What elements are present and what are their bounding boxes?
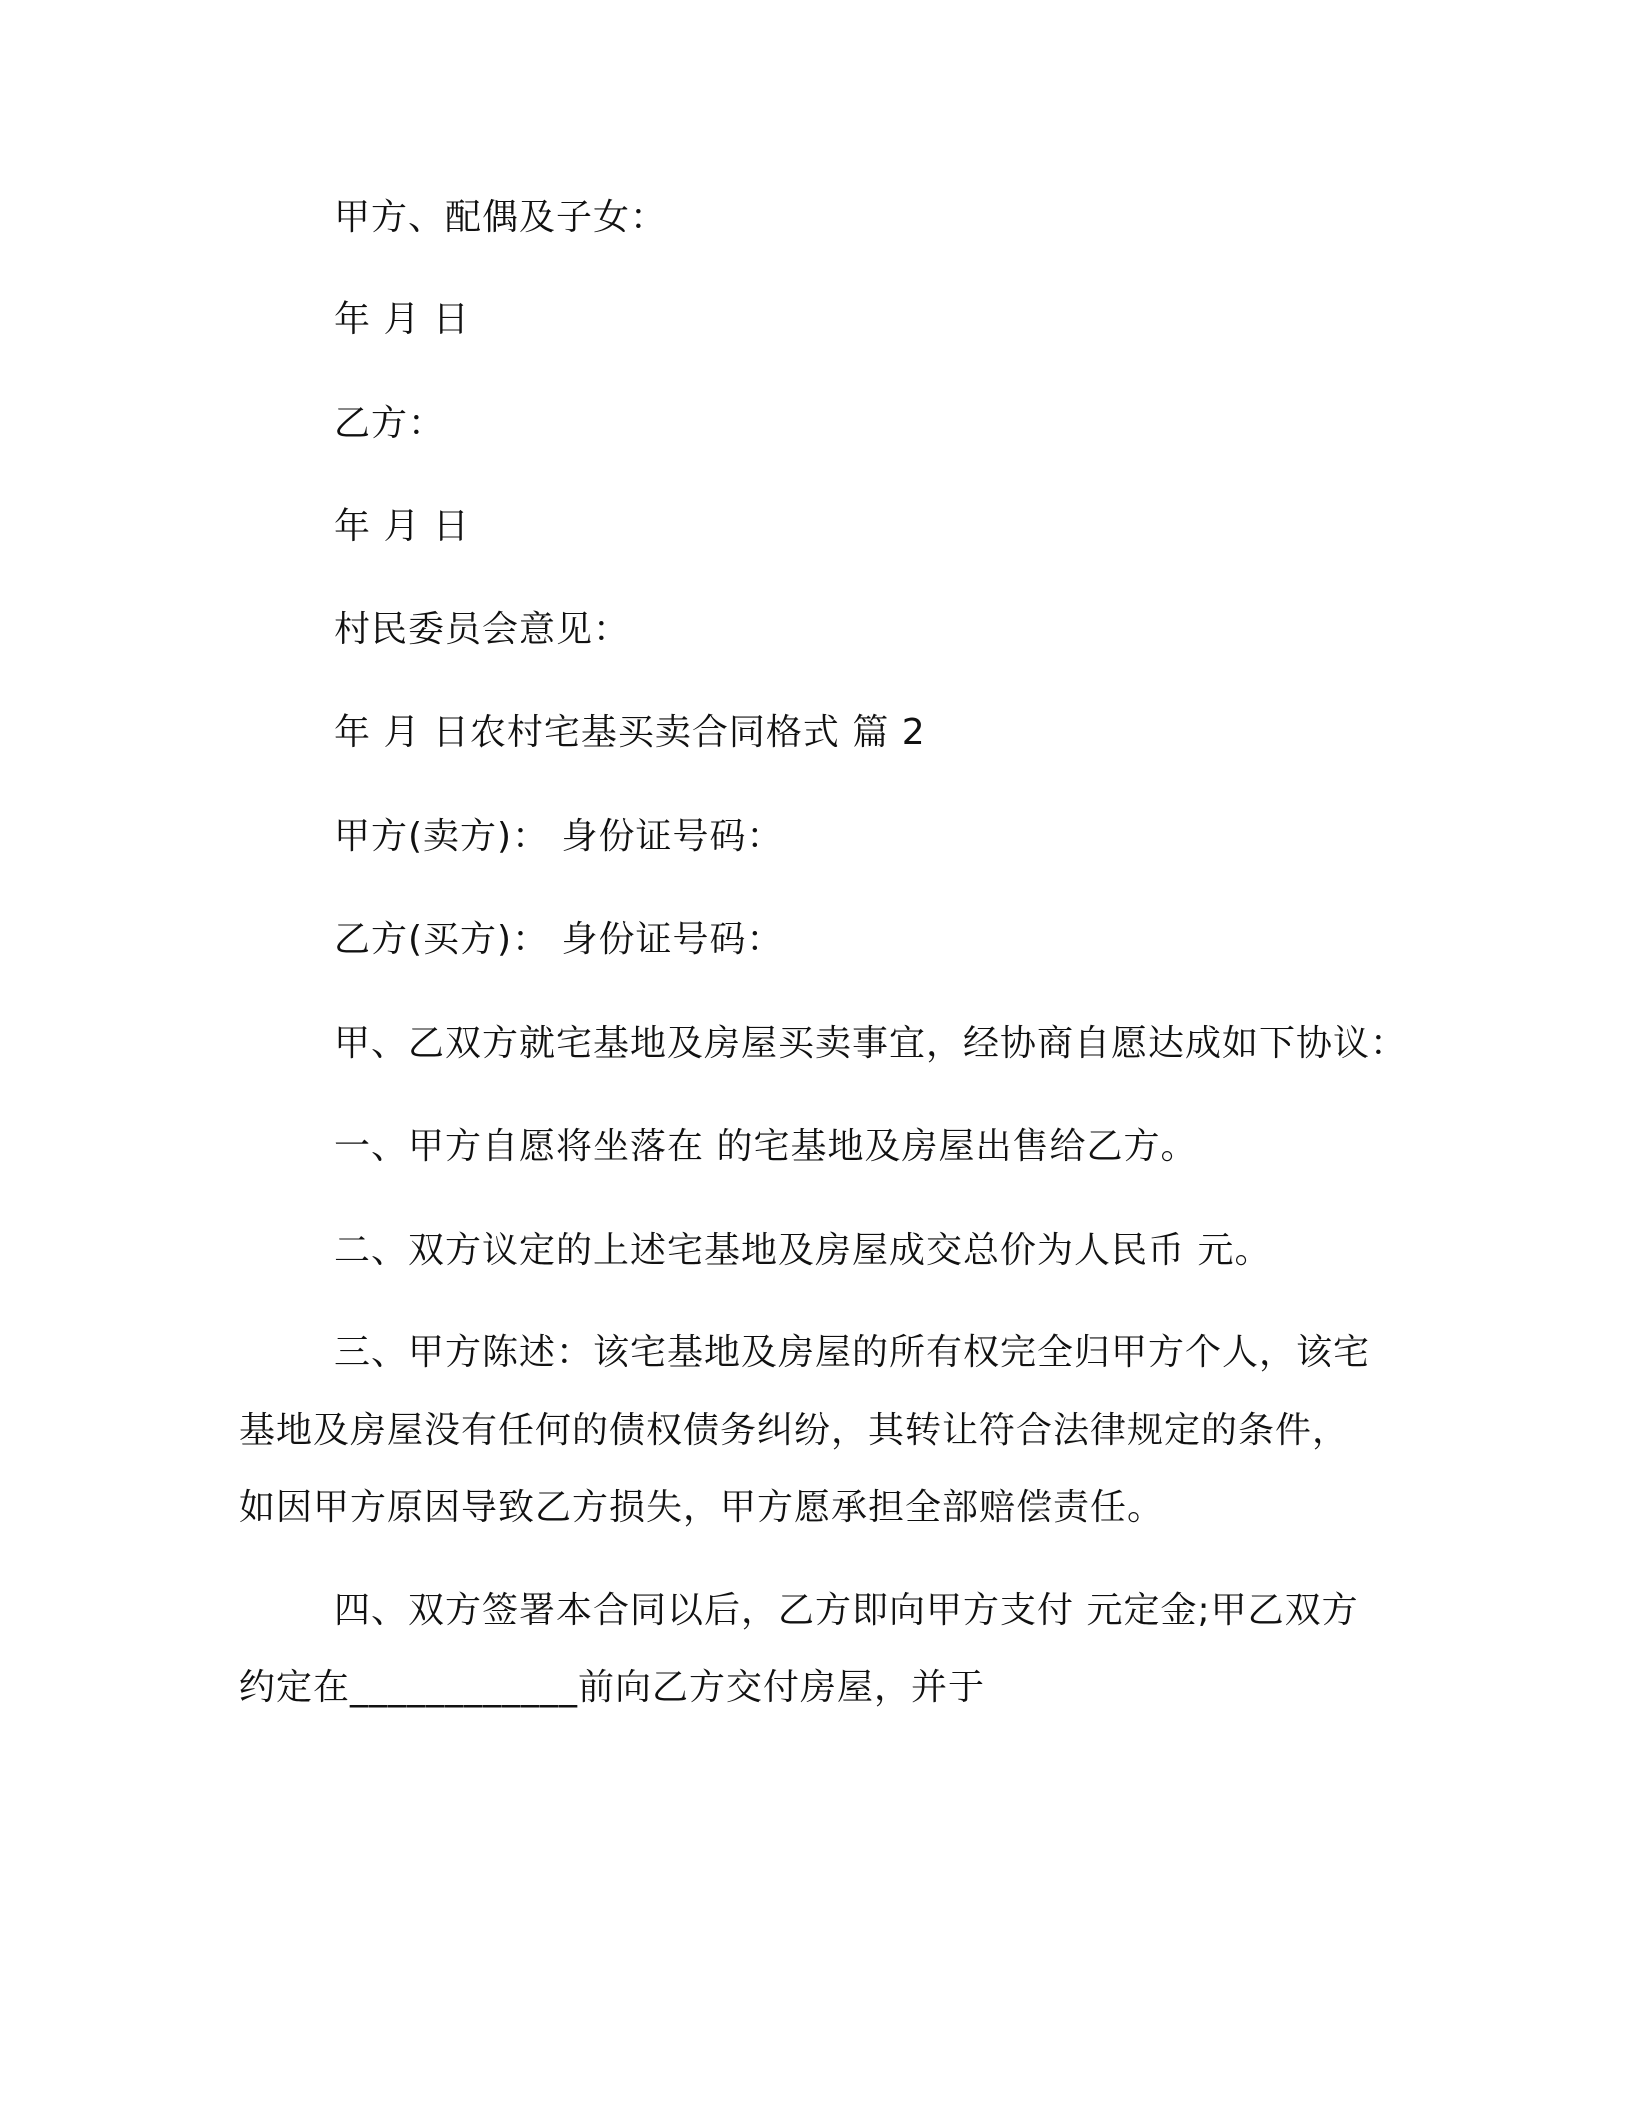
village-committee-opinion-label: 村民委员会意见： bbox=[334, 609, 631, 650]
party-b-date-line: 年 月 日 bbox=[334, 506, 470, 547]
agreement-intro-paragraph: 甲、乙双方就宅基地及房屋买卖事宜，经协商自愿达成如下协议： bbox=[334, 1023, 1408, 1064]
clause-3-line-3: 如因甲方原因导致乙方损失，甲方愿承担全部赔偿责任。 bbox=[239, 1487, 1165, 1528]
clause-1: 一、甲方自愿将坐落在 的宅基地及房屋出售给乙方。 bbox=[334, 1126, 1198, 1167]
party-a-family-signature-label: 甲方、配偶及子女： bbox=[334, 197, 668, 238]
party-a-date-line: 年 月 日 bbox=[334, 299, 470, 340]
party-b-signature-label: 乙方： bbox=[334, 403, 446, 444]
party-b-buyer-id-line: 乙方(买方)： 身份证号码： bbox=[334, 919, 784, 960]
section-title-line: 年 月 日农村宅基买卖合同格式 篇 2 bbox=[334, 712, 926, 753]
clause-4-line-1: 四、双方签署本合同以后，乙方即向甲方支付 元定金;甲乙双方 bbox=[334, 1590, 1359, 1631]
clause-4-line-2: 约定在____________前向乙方交付房屋，并于 bbox=[239, 1667, 986, 1708]
clause-3-line-1: 三、甲方陈述：该宅基地及房屋的所有权完全归甲方个人，该宅 bbox=[334, 1332, 1371, 1373]
party-a-seller-id-line: 甲方(卖方)： 身份证号码： bbox=[334, 816, 784, 857]
clause-3-line-2: 基地及房屋没有任何的债权债务纠纷，其转让符合法律规定的条件， bbox=[239, 1410, 1350, 1451]
clause-2: 二、双方议定的上述宅基地及房屋成交总价为人民币 元。 bbox=[334, 1230, 1272, 1271]
